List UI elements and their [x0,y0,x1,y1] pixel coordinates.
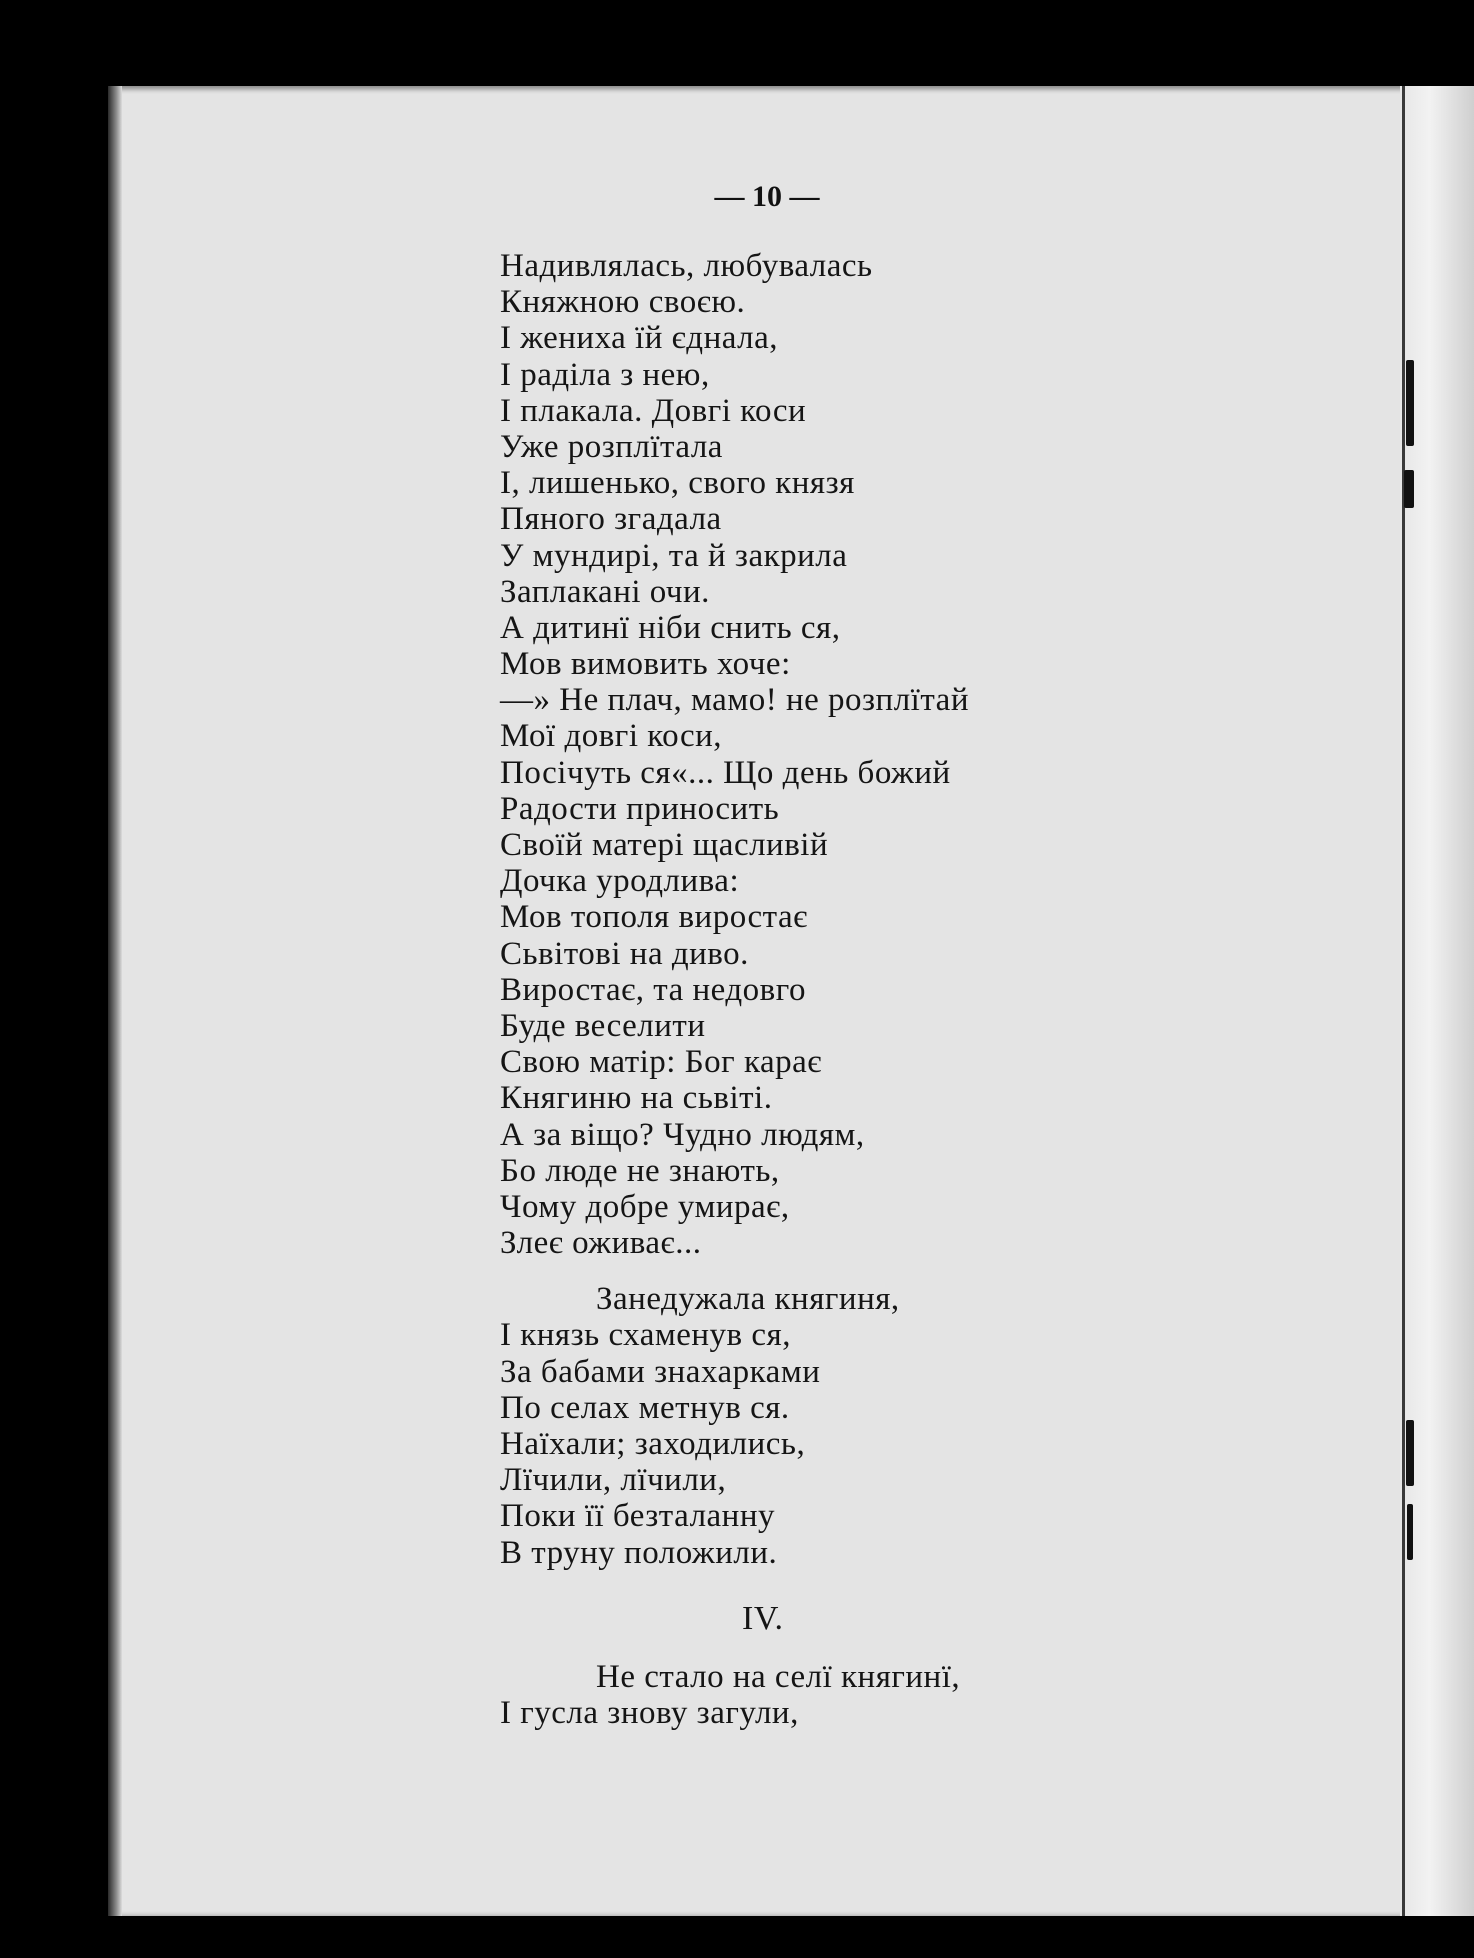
poem-line: Мої довгі коси, [500,718,722,755]
stanza-3 [500,1659,1380,1731]
poem-line: Посічуть ся«... Що день божий [500,754,951,791]
stanza-2 [500,1281,1380,1571]
poem-text [500,248,1380,1731]
page-left-edge [108,86,122,1916]
poem-line: Мов тополя виростає [500,899,808,936]
poem-line: —» Не плач, мамо! не розплїтай [500,682,969,719]
poem-line: В труну положили. [500,1534,778,1571]
poem-line: Надивлялась, любувалась [500,248,873,284]
poem-line: Своїй матері щасливій [500,827,829,863]
poem-line: Уже розплїтала [500,428,723,465]
page-number: — 10 — [714,180,820,213]
binding-mark [1406,1420,1414,1486]
poem-line: Дочка уродлива: [500,863,740,900]
stanza-1 [500,248,1380,1261]
poem-line: Княжною своєю. [500,284,746,321]
poem-line: Не стало на селї княгинї, [596,1658,961,1695]
poem-line: І плакала. Довгі коси [500,392,807,429]
poem-line: І, лишенько, свого князя [500,465,855,502]
poem-line: Наїхали; заходились, [500,1426,806,1462]
poem-line: Бо люде не знають, [500,1152,780,1189]
poem-line: Занедужала княгиня, [596,1281,900,1318]
binding-mark [1404,470,1414,508]
stanza-gap [500,1261,1380,1281]
poem-line: За бабами знахарками [500,1353,821,1390]
poem-line: І раділа з нею, [500,356,710,393]
poem-line: А за віщо? Чудно людям, [500,1116,865,1153]
poem-line: І гусла знову загули, [500,1694,799,1731]
section-heading: IV. [742,1599,784,1637]
binding-mark [1407,1504,1413,1560]
poem-line: Лїчили, лїчили, [500,1462,727,1499]
poem-line: Свою матір: Бог карає [500,1044,822,1081]
poem-line: Пяного згадала [500,501,722,538]
poem-line: І князь схаменув ся, [500,1317,791,1354]
poem-line: Буде веселити [500,1007,706,1044]
poem-line: Чому добре умирає, [500,1188,790,1225]
poem-line: І жениха їй єднала, [500,320,779,357]
poem-line: Мов вимовить хоче: [500,646,791,683]
poem-line: А дитинї ніби снить ся, [500,609,841,646]
poem-line: Княгиню на сьвіті. [500,1080,773,1117]
poem-line: У мундирі, та й закрила [500,537,848,574]
poem-line: Заплакані очи. [500,573,710,610]
binding-mark [1406,360,1414,446]
poem-line: По селах метнув ся. [500,1389,790,1426]
poem-line: Злеє оживає... [500,1225,702,1262]
poem-line: Радости приносить [500,790,780,827]
poem-line: Сьвітові на диво. [500,935,749,972]
poem-line: Поки її безталанну [500,1498,775,1535]
gutter-line [1402,86,1405,1916]
poem-line: Виростає, та недовго [500,971,806,1008]
